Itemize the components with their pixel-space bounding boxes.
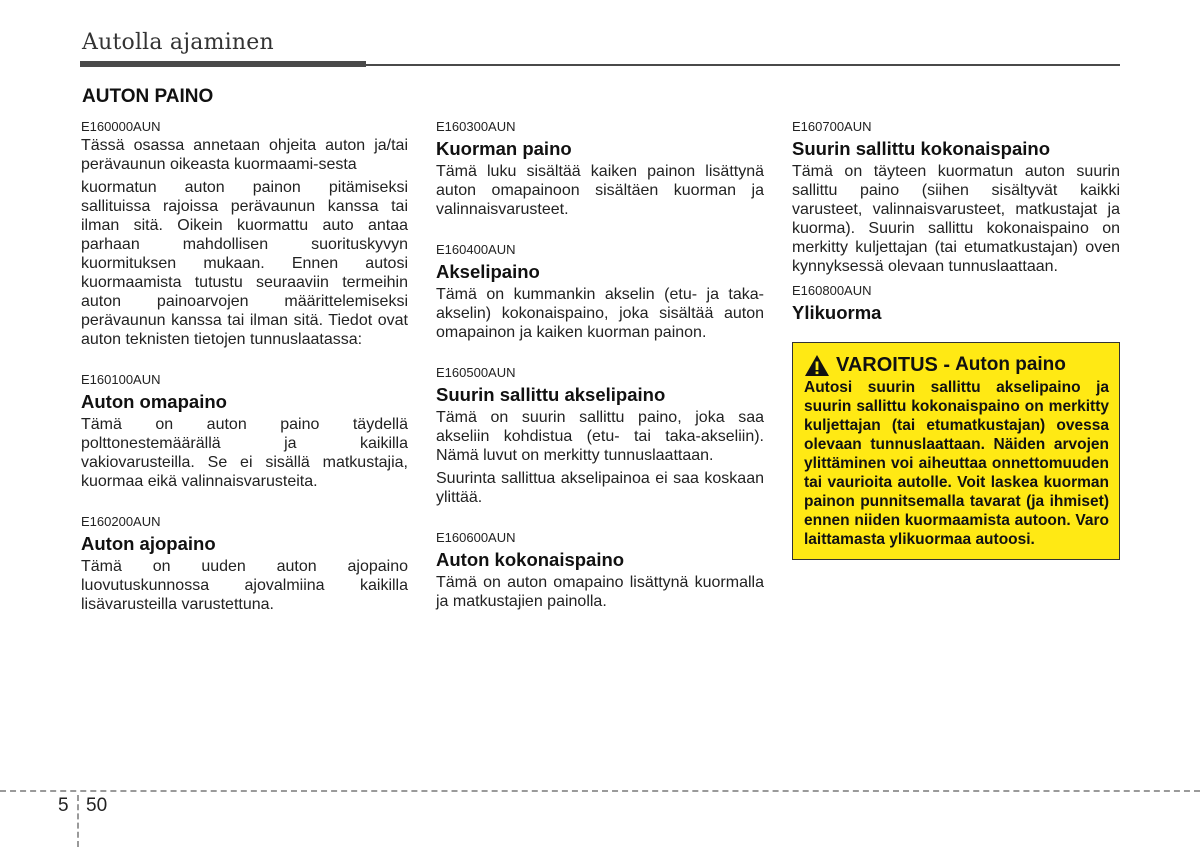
warning-label: VAROITUS - xyxy=(836,354,951,376)
paragraph-auton-kokonaispaino: Tämä on auton omapaino lisättynä kuormalla ja matkustajien painolla. xyxy=(436,574,764,610)
section-code: E160400AUN xyxy=(436,242,516,257)
section-code: E160200AUN xyxy=(81,514,161,529)
column-1 xyxy=(81,118,408,614)
column-2 xyxy=(436,118,764,611)
section-code: E160300AUN xyxy=(436,119,516,134)
section-code: E160800AUN xyxy=(792,283,872,298)
subheading-akselipaino: Akselipaino xyxy=(436,261,540,282)
footer-rule xyxy=(0,790,1200,792)
running-title: Autolla ajaminen xyxy=(82,30,274,55)
header-rule-thin xyxy=(366,64,1120,66)
warning-triangle-icon xyxy=(804,354,830,377)
header-rule-thick xyxy=(80,61,366,67)
paragraph-suurin-sallittu-kokonaispaino: Tämä on täyteen kuormatun auton suurin sallittu paino (siihen sisältyvät kaikki varusteet, valinnaisvarusteet, matkustajat ja kuorma). Suurin sallittu kokonaispaino on merkitty kuljettajan (tai etumatkustajan) oven kynnyksessä olevaan tunnuslaattaan. xyxy=(792,163,1120,275)
warning-header xyxy=(804,353,1109,377)
intro-paragraph-1: Tässä osassa annetaan ohjeita auton ja/tai perävaunun oikeasta kuormaami-sesta xyxy=(81,137,408,173)
column-3 xyxy=(792,118,1120,560)
subheading-suurin-sallittu-akselipaino: Suurin sallittu akselipaino xyxy=(436,384,666,405)
subheading-suurin-sallittu-kokonaispaino: Suurin sallittu kokonaispaino xyxy=(792,138,1051,159)
subheading-kuorman-paino: Kuorman paino xyxy=(436,138,572,159)
chapter-number: 5 xyxy=(58,795,69,816)
paragraph-auton-omapaino: Tämä on auton paino täydellä polttonestemäärällä ja kaikilla vakiovarusteilla. Se ei sisällä matkustajia, kuormaa eikä valinnaisvarusteita. xyxy=(81,416,408,490)
warning-box xyxy=(792,342,1120,560)
paragraph-kuorman-paino: Tämä luku sisältää kaiken painon lisättynä auton omapainoon sisältäen kuorman ja valinnaisvarusteet. xyxy=(436,163,764,218)
section-code: E160600AUN xyxy=(436,530,516,545)
section-title: AUTON PAINO xyxy=(82,86,214,107)
page-number: 50 xyxy=(86,795,108,816)
intro-paragraph-2: kuormatun auton painon pitämiseksi sallituissa rajoissa perävaunun kanssa tai ilman sitä. Oikein kuormattu auto antaa parhaan mahdollisen suorituskyvyn kuormituksen mukaan. Ennen autosi kuormaamista tutustu seuraaviin termeihin auton painoarvojen määrittelemiseksi perävaunun kanssa tai ilman sitä. Tiedot ovat auton teknisten tietojen tunnuslaatassa: xyxy=(81,179,408,348)
footer-divider xyxy=(77,795,79,847)
subheading-auton-omapaino: Auton omapaino xyxy=(81,391,227,412)
subheading-ylikuorma: Ylikuorma xyxy=(792,302,882,323)
warning-subject: Auton paino xyxy=(955,354,1066,375)
paragraph-auton-ajopaino: Tämä on uuden auton ajopaino luovutuskunnossa ajovalmiina kaikilla lisävarusteilla varustettuna. xyxy=(81,558,408,613)
section-code: E160000AUN xyxy=(81,119,161,134)
paragraph-suurin-sallittu-akselipaino: Tämä on suurin sallittu paino, joka saa akseliin kohdistua (etu- tai taka-akseliin). Nämä luvut on merkitty tunnuslaattaan. xyxy=(436,409,764,464)
subheading-auton-ajopaino: Auton ajopaino xyxy=(81,533,216,554)
warning-text: Autosi suurin sallittu akselipaino ja suurin sallittu kokonaispaino on merkitty kuljettajan (tai etumatkustajan) ovessa olevaan tunnuslaattaan. Näiden arvojen ylittäminen voi aiheuttaa onnettomuuden tai vaurioita autolle. Voit laskea kuorman painon punnitsemalla tavarat (ja ihmiset) ennen niiden kuormaamista autoon. Varo laittamasta ylikuormaa autoosi. xyxy=(804,379,1109,548)
paragraph-akselipaino-limit: Suurinta sallittua akselipainoa ei saa koskaan ylittää. xyxy=(436,470,764,506)
subheading-auton-kokonaispaino: Auton kokonaispaino xyxy=(436,549,625,570)
section-code: E160500AUN xyxy=(436,365,516,380)
section-code: E160100AUN xyxy=(81,372,161,387)
paragraph-akselipaino: Tämä on kummankin akselin (etu- ja taka-akselin) kokonaispaino, joka sisältää auton omapainon ja kaiken kuorman painon. xyxy=(436,286,764,341)
section-code: E160700AUN xyxy=(792,119,872,134)
